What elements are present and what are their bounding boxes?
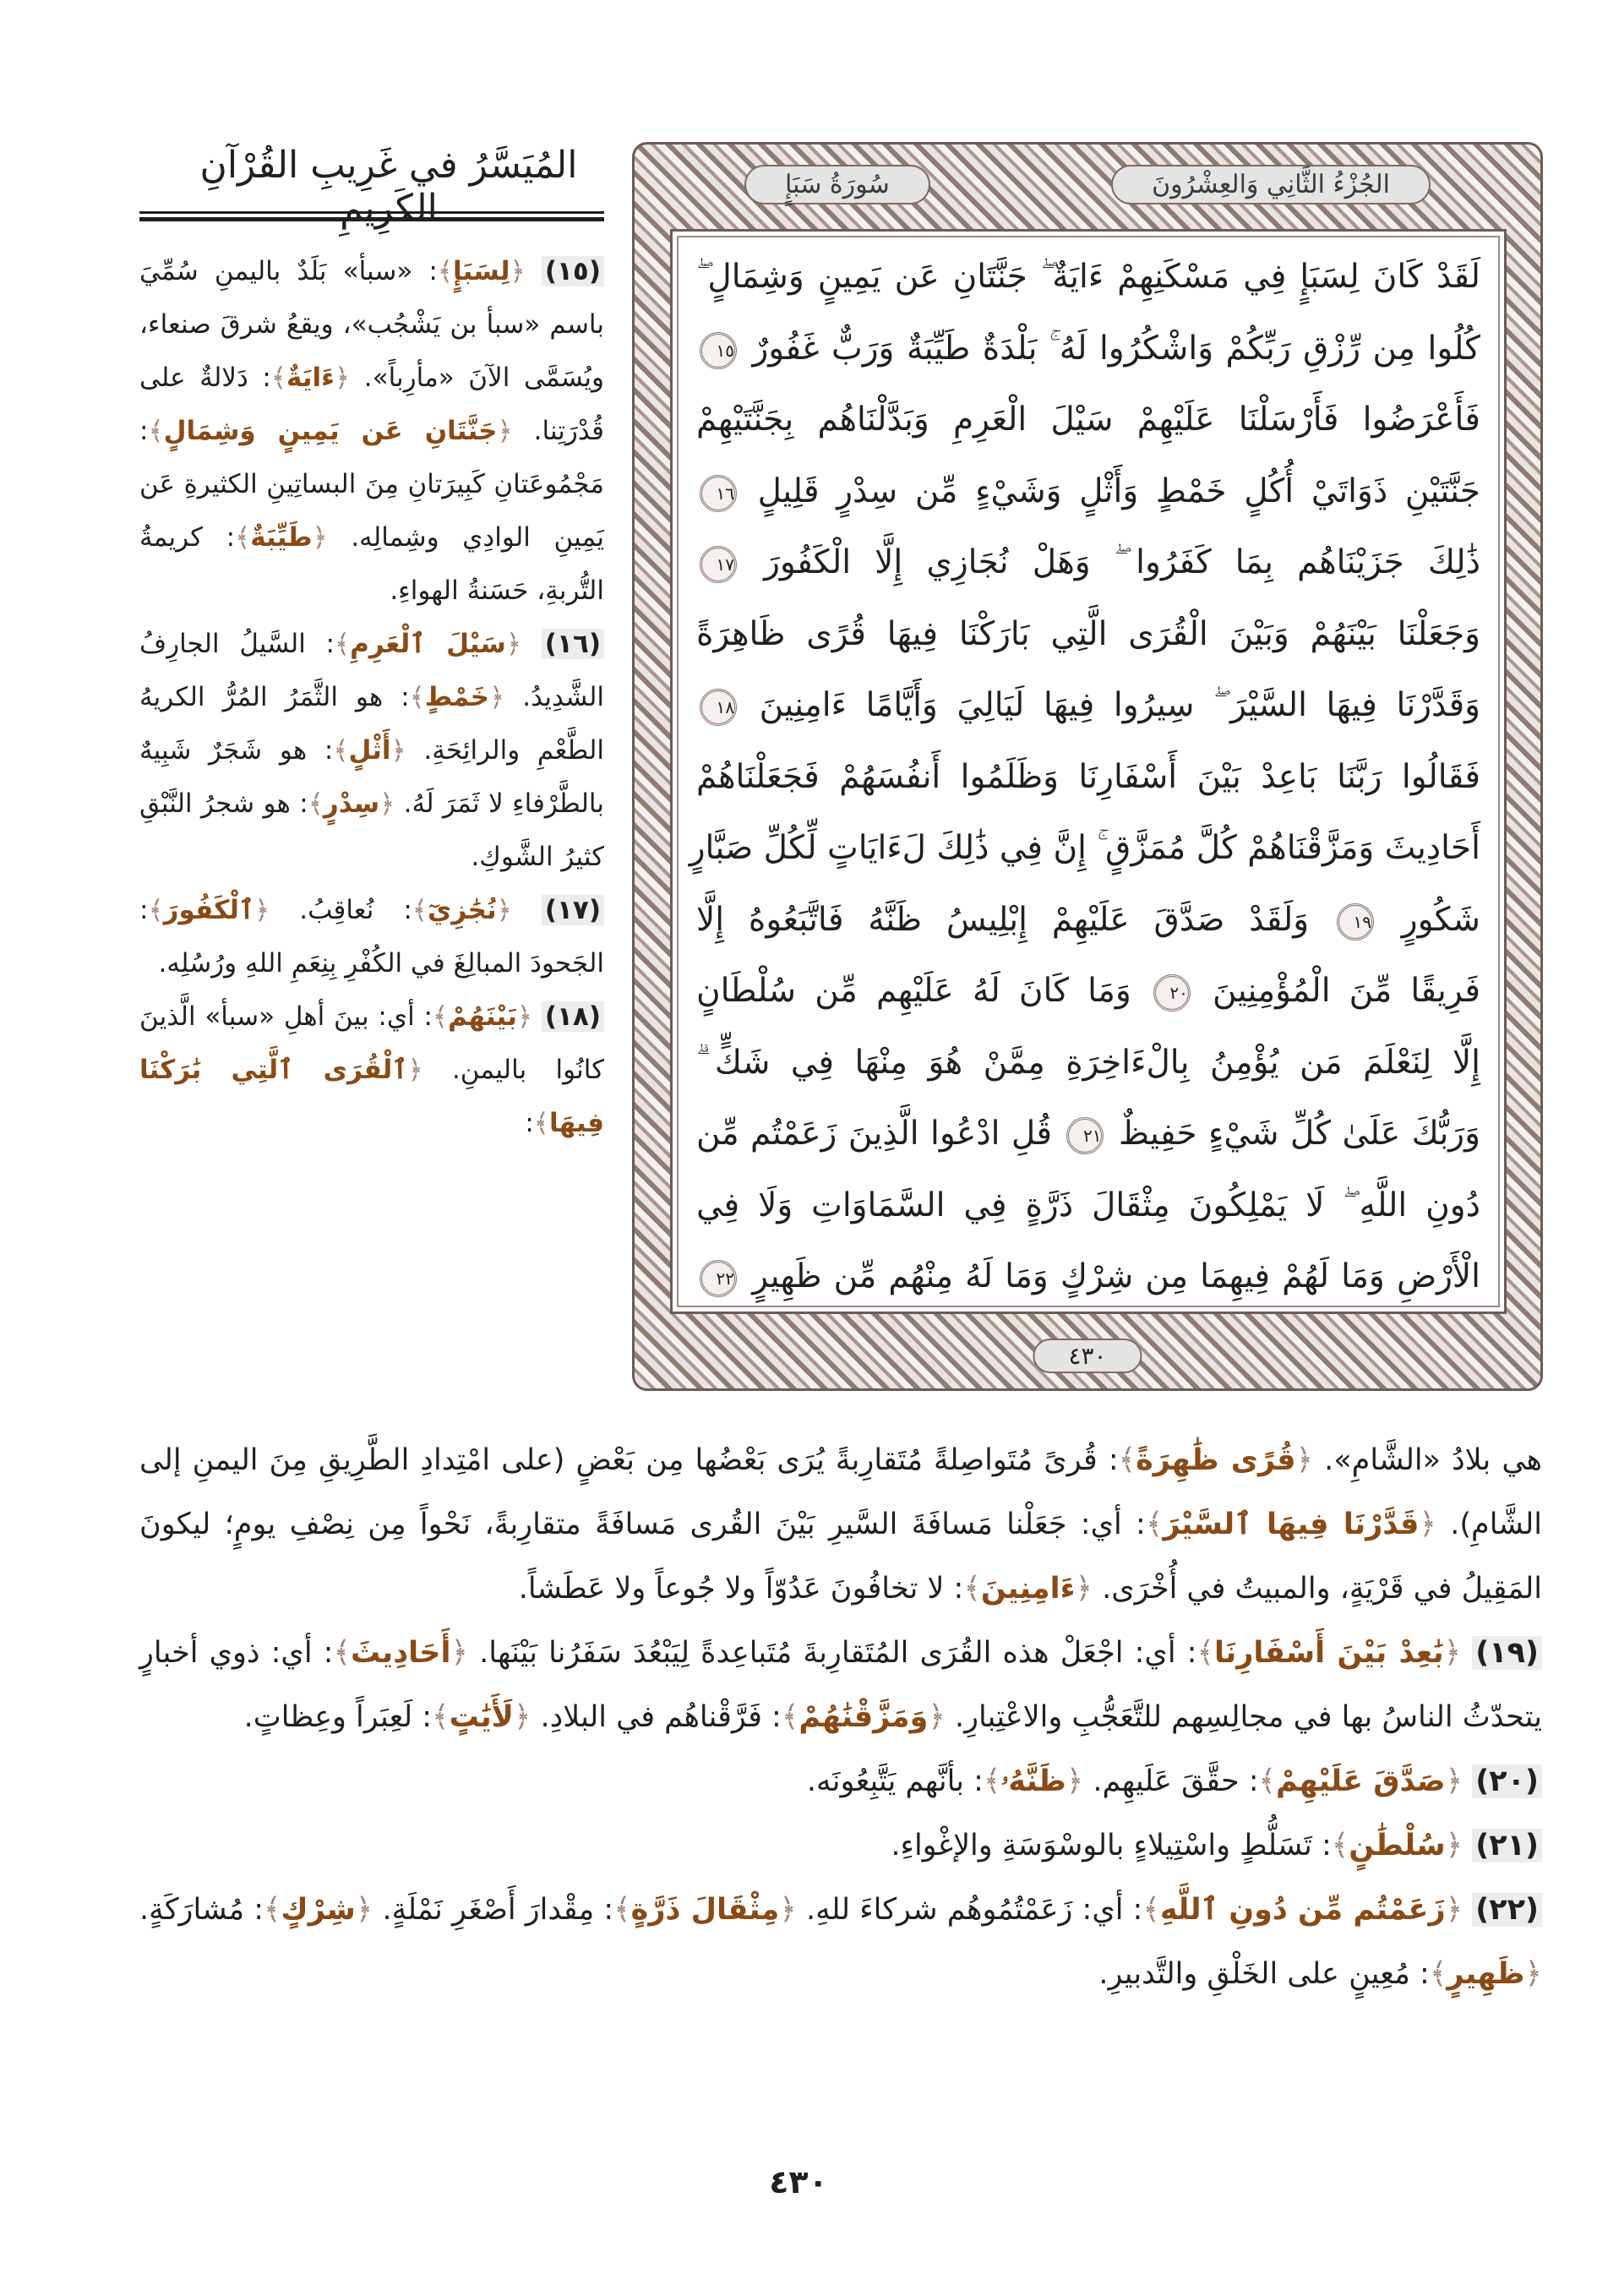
quran-line	[696, 384, 1480, 456]
verse-text: لَقَدْ كَانَ لِسَبَإٍ فِي مَسْكَنِهِمْ ءَايَةٌ ۖ جَنَّتَانِ عَن يَمِينٍ وَشِمَالٍ ۖ	[696, 258, 1480, 296]
definition-text: : أي: اجْعَلْ هذه القُرَى المُتَقارِبةَ مُتَباعِدةً لِيَبْعُدَ سَفَرُنا بَيْنَها.	[468, 1636, 1197, 1670]
definition-text: : لَعِبَراً وعِظاتٍ.	[243, 1700, 433, 1734]
definition-text: : نُعاقِبُ.	[270, 895, 412, 925]
verse-text: فَأَعْرَضُوا فَأَرْسَلْنَا عَلَيْهِمْ سَيْلَ الْعَرِمِ وَبَدَّلْنَاهُم بِجَنَّتَيْهِمْ	[696, 401, 1480, 439]
page-number: ٤٣٠	[769, 2163, 828, 2201]
commentary-entry	[139, 1813, 1542, 1878]
quran-line	[696, 1241, 1480, 1313]
quran-line	[696, 1170, 1480, 1242]
glossed-word: قَدَّرْنَا فِيهَا ٱلسَّيْرَ	[1163, 1508, 1420, 1541]
ornate-bracket-open: ﴿	[1075, 1572, 1093, 1606]
quran-line	[696, 1028, 1480, 1099]
quran-line	[696, 314, 1480, 385]
ornate-bracket-open: ﴿	[510, 256, 526, 286]
glossed-word: ٱلْكَفُورَ	[163, 895, 255, 925]
verse-text: وَلَقَدْ صَدَّقَ عَلَيْهِمْ إِبْلِيسُ ظَنَّهُ فَاتَّبَعُوهُ إِلَّا	[696, 900, 1310, 939]
ornate-bracket-open: ﴿	[1443, 1636, 1462, 1670]
commentary-entry	[139, 1749, 1542, 1813]
ornate-bracket-open: ﴿	[1445, 1829, 1463, 1862]
verse-text: ذَٰلِكَ جَزَيْنَاهُم بِمَا كَفَرُوا ۖ وَهَلْ نُجَازِي إِلَّا الْكَفُورَ	[764, 543, 1480, 581]
ayah-number-marker: ٢٠	[1153, 974, 1191, 1012]
ornate-bracket-close: ﴾	[412, 895, 428, 925]
definition-text: : مَجْمُوعَتانِ كَبِيرَتانِ مِنَ البساتِينِ الكثيرةِ عَن يَمِينِ الوادِي وشِمالِه.	[139, 416, 604, 553]
ornate-bracket-close: ﴾	[264, 1893, 281, 1927]
ornate-bracket-open: ﴿	[779, 1893, 797, 1927]
glossed-word: نُجَٰزِيٓ	[427, 895, 497, 925]
ornate-bracket-close: ﴾	[781, 1700, 799, 1734]
ornate-bracket-open: ﴿	[1524, 1957, 1542, 1991]
ornate-bracket-open: ﴿	[355, 1893, 373, 1927]
definition-text: : تَسَلُّطٍ واسْتِيلاءٍ بالوسْوَسَةِ والإغْواءِ.	[891, 1829, 1332, 1862]
ayah-number-marker: ١٨	[700, 689, 737, 726]
verse-text: جَنَّتَيْنِ ذَوَاتَيْ أُكُلٍ خَمْطٍ وَأَثْلٍ وَشَيْءٍ مِّن سِدْرٍ قَلِيلٍ	[757, 472, 1480, 510]
verse-text: إِلَّا لِنَعْلَمَ مَن يُؤْمِنُ بِالْءَاخِرَةِ مِمَّنْ هُوَ مِنْهَا فِي شَكٍّ ۗ	[696, 1043, 1480, 1082]
definition-text: : هو الثَّمَرُ المُرُّ الكريهُ الطَّعْمِ والرائِحَةِ.	[139, 682, 604, 766]
glossed-word: سُلْطَٰنٍ	[1349, 1829, 1446, 1862]
quran-line	[696, 670, 1480, 742]
glossed-word: لِسَبَإٍ	[453, 256, 510, 286]
quran-line	[696, 527, 1480, 599]
definition-text: : الجَحودَ المبالِغَ في الكُفْرِ بِنِعَمِ اللهِ ورُسُلِه.	[139, 895, 604, 979]
ornate-bracket-open: ﴿	[1419, 1508, 1436, 1541]
surah-label: سُورَةُ سَبَإٍ	[744, 165, 930, 205]
ornate-bracket-close: ﴾	[270, 363, 287, 393]
ornate-bracket-close: ﴾	[533, 1108, 549, 1138]
entry-verse-number: (٢١)	[1472, 1829, 1542, 1862]
definition-text: : أي: جَعَلْنا مَسافَةَ السَّيرِ بَيْنَ القُرى مَسافَةً متقارِبةً، نَحْواً مِن نِصْفِ يومٍ؛ ليكونَ المَقِيلُ في قَرْيَةٍ، والمبيتُ في أُخْرَى.	[139, 1508, 1542, 1606]
glossed-word: لَأَيَٰتٍ	[449, 1700, 514, 1734]
ornate-bracket-close: ﴾	[333, 735, 349, 766]
ornate-bracket-open: ﴿	[334, 363, 351, 393]
verse-text: فَقَالُوا رَبَّنَا بَاعِدْ بَيْنَ أَسْفَارِنَا وَظَلَمُوا أَنفُسَهُمْ فَجَعَلْنَاهُمْ	[696, 757, 1480, 796]
ornate-bracket-close: ﴾	[613, 1893, 631, 1927]
glossed-word: سَيْلَ ٱلْعَرِمِ	[350, 629, 506, 659]
verse-text: فَرِيقًا مِّنَ الْمُؤْمِنِينَ	[1213, 972, 1480, 1010]
glossed-word: خَمْطٍ	[424, 682, 490, 712]
title-divider	[139, 211, 604, 221]
ayah-number-marker: ٢١	[1066, 1117, 1104, 1154]
ornate-bracket-close: ﴾	[432, 1001, 449, 1032]
quran-text	[670, 229, 1507, 1314]
ayah-number-marker: ٢٢	[700, 1260, 737, 1297]
commentary-title: المُيَسَّرُ في غَرِيبِ القُرْآنِ الكَرِيمِ	[199, 144, 578, 230]
ornate-bracket-open: ﴿	[516, 1001, 533, 1032]
ornate-bracket-open: ﴿	[450, 1636, 469, 1670]
ornate-bracket-close: ﴾	[148, 416, 164, 446]
definition-text: : السَّيلُ الجارِفُ الشَّدِيدُ.	[139, 629, 604, 712]
ornate-bracket-close: ﴾	[1258, 1764, 1277, 1798]
definition-text: : بأنَّهم يَتَّبِعُونَه.	[806, 1764, 984, 1798]
glossed-word: ٱلْقُرَى ٱلَّتِي بَٰرَكْنَا فِيهَا	[139, 1055, 604, 1138]
ornate-bracket-close: ﴾	[335, 629, 351, 659]
entry-verse-number: (١٥)	[542, 256, 604, 286]
ornate-bracket-close: ﴾	[148, 895, 164, 925]
ornate-bracket-close: ﴾	[1196, 1636, 1214, 1670]
definition-text: : لا تخافُونَ عَدُوّاً ولا جُوعاً ولا عَطَشاً.	[518, 1572, 964, 1606]
frame-header	[668, 155, 1507, 214]
quran-line	[696, 1099, 1480, 1170]
definition-text: : مُعِينٍ على الخَلْقِ والتَّدبيرِ.	[1098, 1957, 1430, 1991]
glossed-word: أَثْلٍ	[348, 735, 391, 766]
glossed-word: ظَنَّهُۥ	[1000, 1764, 1066, 1798]
ornate-bracket-open: ﴿	[254, 895, 270, 925]
definition-text: : أي: زَعَمْتُمُوهُم شركاءَ للهِ.	[796, 1893, 1143, 1927]
verse-text: وَرَبُّكَ عَلَىٰ كُلِّ شَيْءٍ حَفِيظٌ	[1118, 1115, 1480, 1153]
definition-text: : حقَّقَ عَلَيهِم.	[1083, 1764, 1259, 1798]
ayah-number-marker: ١٥	[700, 332, 737, 369]
ornate-bracket-open: ﴿	[379, 788, 395, 819]
ornate-bracket-close: ﴾	[1145, 1508, 1164, 1541]
quran-line	[696, 456, 1480, 528]
definition-text: : هو شَجَرٌ شَبِيهٌ بالطَّرْفاءِ لا ثَمَرَ لَهُ.	[139, 735, 604, 819]
ornate-bracket-open: ﴿	[497, 416, 513, 446]
glossed-word: سِدْرٍ	[323, 788, 380, 819]
ornate-bracket-close: ﴾	[235, 522, 251, 553]
frame-page-number: ٤٣٠	[1033, 1339, 1142, 1373]
commentary-entry	[139, 884, 604, 990]
definition-text: : دَلالةٌ على قُدْرَتِنا.	[139, 363, 604, 446]
verse-text: قُلِ ادْعُوا الَّذِينَ زَعَمْتُم مِّن	[696, 1115, 1053, 1153]
entry-verse-number: (٢٢)	[1472, 1893, 1542, 1927]
definition-text: : أي: ذوي أخبارٍ يتحدّثُ الناسُ بها في مجالِسِهم للتَّعَجُّبِ والاعْتِبارِ.	[139, 1636, 1542, 1734]
glossed-word: شِرْكٍ	[281, 1893, 356, 1927]
verse-text: دُونِ اللَّهِ ۖ لَا يَمْلِكُونَ مِثْقَالَ ذَرَّةٍ فِي السَّمَاوَاتِ وَلَا فِي	[696, 1186, 1480, 1224]
ornate-bracket-close: ﴾	[963, 1572, 981, 1606]
glossed-word: أَحَادِيثَ	[351, 1636, 451, 1670]
ornate-bracket-close: ﴾	[1331, 1829, 1349, 1862]
ornate-bracket-open: ﴿	[1295, 1443, 1314, 1477]
ayah-number-marker: ١٧	[700, 546, 737, 583]
glossed-word: وَمَزَّقْنَٰهُمْ	[798, 1700, 929, 1734]
glossed-word: زَعَمْتُم مِّن دُونِ ٱللَّهِ	[1159, 1893, 1446, 1927]
ornate-bracket-close: ﴾	[333, 1636, 351, 1670]
verse-text: وَجَعَلْنَا بَيْنَهُمْ وَبَيْنَ الْقُرَى الَّتِي بَارَكْنَا فِيهَا قُرًى ظَاهِرَةً	[696, 614, 1480, 653]
entry-verse-number: (١٨)	[542, 1001, 604, 1032]
ornate-bracket-open: ﴿	[513, 1700, 531, 1734]
glossed-word: ءَايَةٌ	[286, 363, 335, 393]
glossed-word: طَيِّبَةٌ	[250, 522, 313, 553]
definition-text: :	[525, 1108, 534, 1138]
ornate-bracket-open: ﴿	[407, 1055, 423, 1085]
glossed-word: مِثْقَالَ ذَرَّةٍ	[630, 1893, 780, 1927]
glossed-word: بَٰعِدْ بَيْنَ أَسْفَارِنَا	[1214, 1636, 1444, 1670]
ornate-bracket-close: ﴾	[1429, 1957, 1447, 1991]
entry-verse-number: (١٧)	[542, 895, 604, 925]
glossed-word: جَنَّتَانِ عَن يَمِينٍ وَشِمَالٍ	[163, 416, 498, 446]
ornate-bracket-close: ﴾	[409, 682, 425, 712]
quran-line	[696, 599, 1480, 671]
verse-text: الْأَرْضِ وَمَا لَهُمْ فِيهِمَا مِن شِرْكٍ وَمَا لَهُ مِنْهُم مِّن ظَهِيرٍ	[752, 1257, 1481, 1295]
entry-verse-number: (١٦)	[542, 629, 604, 659]
commentary-entry	[139, 1878, 1542, 2006]
ornate-bracket-close: ﴾	[308, 788, 324, 819]
definition-text: : كريمةُ التُّربةِ، حَسَنةُ الهواءِ.	[139, 522, 604, 606]
ornate-bracket-close: ﴾	[437, 256, 454, 286]
verse-text: وَقَدَّرْنَا فِيهَا السَّيْرَ ۖ سِيرُوا فِيهَا لَيَالِيَ وَأَيَّامًا ءَامِنِينَ	[759, 686, 1480, 724]
quran-line	[696, 742, 1480, 814]
ornate-bracket-close: ﴾	[1118, 1443, 1136, 1477]
ornate-bracket-open: ﴿	[1445, 1893, 1463, 1927]
verse-text: وَمَا كَانَ لَهُ عَلَيْهِم مِّن سُلْطَانٍ	[696, 972, 1131, 1010]
ayah-number-marker: ١٦	[700, 475, 737, 512]
commentary-entry	[139, 990, 604, 1150]
definition-text: : «سبأ» بَلَدٌ باليمنِ سُمِّيَ باسم «سبأ بن يَشْجُب»، ويقعُ شرقَ صنعاء، ويُسَمَّى الآنَ «مأرِباً».	[139, 256, 604, 393]
ornate-bracket-open: ﴿	[390, 735, 406, 766]
entry-verse-number: (١٩)	[1472, 1636, 1542, 1670]
ornate-bracket-open: ﴿	[1066, 1764, 1084, 1798]
ornate-bracket-open: ﴿	[496, 895, 512, 925]
glossed-word: ءَامِنِينَ	[980, 1572, 1076, 1606]
ornate-bracket-close: ﴾	[983, 1764, 1001, 1798]
entry-verse-number: (٢٠)	[1472, 1764, 1542, 1798]
quran-line	[696, 956, 1480, 1028]
verse-text: كُلُوا مِن رِّزْقِ رَبِّكُمْ وَاشْكُرُوا لَهُ ۚ بَلْدَةٌ طَيِّبَةٌ وَرَبٌّ غَفُورٌ	[752, 329, 1480, 368]
ornate-bracket-close: ﴾	[1142, 1893, 1160, 1927]
commentary-continued	[139, 1428, 1542, 2006]
commentary-entry	[139, 1621, 1542, 1749]
ornate-bracket-open: ﴿	[505, 629, 522, 659]
quran-line	[689, 813, 1480, 885]
definition-text: : قُرىً مُتَواصِلةً مُتَقارِبةً يُرَى بَعْضُها مِن بَعْضٍ (على امْتِدادِ الطَّرِيقِ مِنَ اليمنِ إلى الشَّامِ).	[139, 1443, 1542, 1541]
ornate-bracket-open: ﴿	[928, 1700, 946, 1734]
quran-line	[696, 242, 1480, 314]
mushaf-frame	[632, 142, 1543, 1391]
commentary-entry	[139, 245, 604, 618]
commentary-entry	[139, 618, 604, 884]
ayah-number-marker: ١٩	[1337, 903, 1374, 941]
commentary-entry	[139, 1428, 1542, 1621]
quran-line	[696, 885, 1480, 957]
ornate-bracket-close: ﴾	[432, 1700, 450, 1734]
glossed-word: صَدَّقَ عَلَيْهِمْ	[1276, 1764, 1446, 1798]
definition-text: هي بلادُ «الشَّامِ».	[1313, 1443, 1542, 1477]
juz-label: الجُزْءُ الثَّانِي وَالعِشْرُونَ	[1111, 165, 1431, 205]
definition-text: : أي: بينَ أهلِ «سبأ» الَّذينَ كانُوا باليمنِ.	[139, 1001, 604, 1085]
definition-text: : فَرَّقْناهُم في البلادِ.	[531, 1700, 782, 1734]
glossed-word: بَيْنَهُمْ	[448, 1001, 517, 1032]
ornate-bracket-open: ﴿	[489, 682, 505, 712]
verse-text: شَكُورٍ	[1401, 900, 1480, 939]
ornate-bracket-open: ﴿	[312, 522, 328, 553]
glossed-word: ظَهِيرٍ	[1447, 1957, 1525, 1991]
ornate-bracket-open: ﴿	[1445, 1764, 1463, 1798]
definition-text: : هو شجرُ النَّبْقِ كثيرُ الشَّوكِ.	[139, 788, 604, 872]
verse-text: أَحَادِيثَ وَمَزَّقْنَاهُمْ كُلَّ مُمَزَّقٍ ۚ إِنَّ فِي ذَٰلِكَ لَءَايَاتٍ لِّكُلِّ صَبَّارٍ	[689, 829, 1480, 867]
glossed-word: قُرًى ظَٰهِرَةً	[1136, 1443, 1296, 1477]
definition-text: : مُشارَكَةٍ.	[139, 1893, 264, 1927]
commentary-column	[139, 245, 604, 1403]
definition-text: : مِقْدارَ أَصْغَرِ نَمْلَةٍ.	[373, 1893, 614, 1927]
